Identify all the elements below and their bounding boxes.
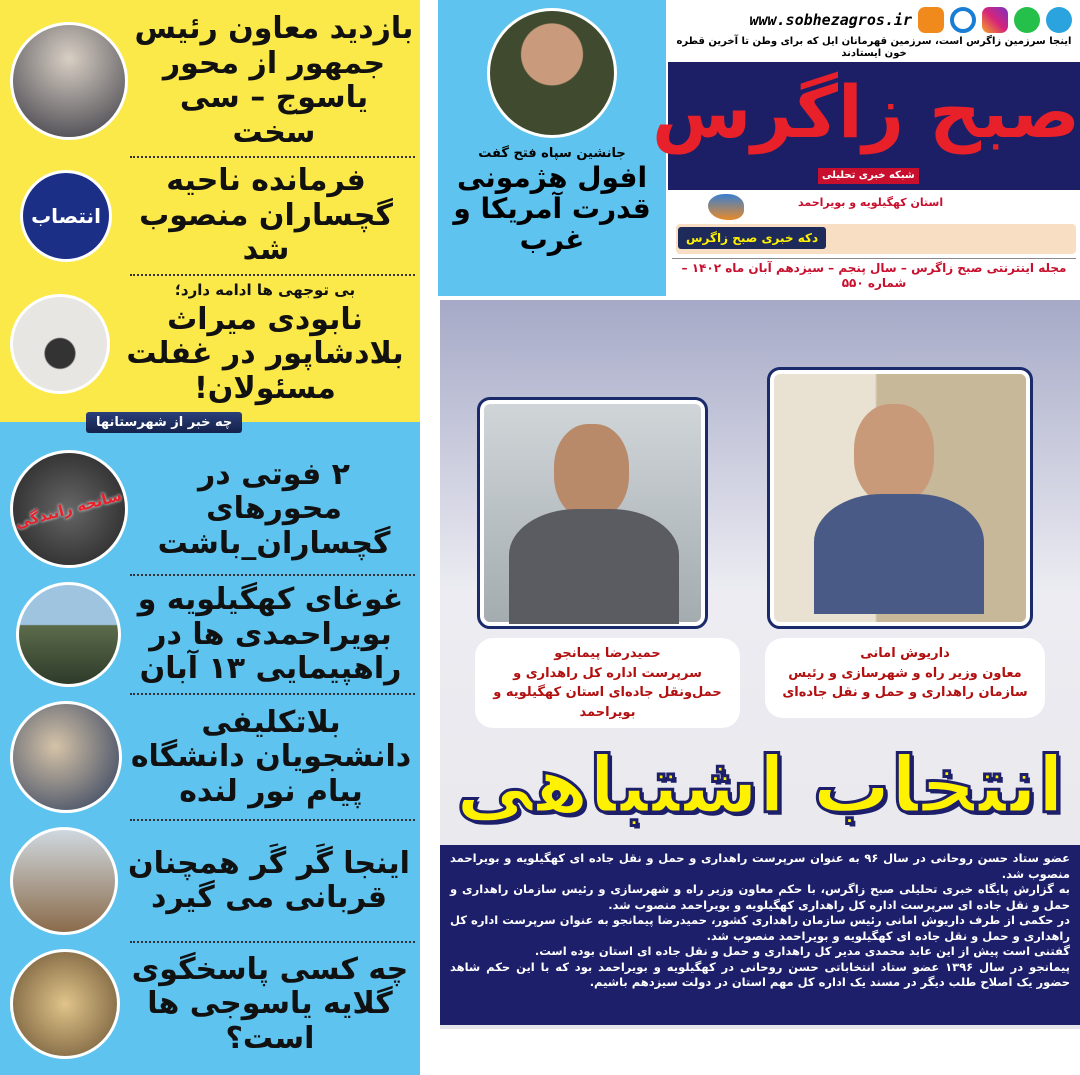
city-news-item[interactable]: [0, 943, 420, 1065]
news-photo: [10, 949, 120, 1059]
city-news-item[interactable]: [0, 576, 420, 693]
news-kicker: بی توجهی ها ادامه دارد؛: [174, 280, 356, 299]
top-story-portrait: [487, 8, 617, 138]
masthead-topbar: [668, 0, 1080, 34]
city-news-item[interactable]: [0, 821, 420, 941]
news-photo: [10, 450, 128, 568]
main-headline: انتخاب اشتباهی: [455, 741, 1065, 831]
news-headline: بلاتکلیفی دانشجویان دانشگاه پیام نور لنده: [130, 704, 412, 809]
news-headline: فرمانده ناحیه گچساران منصوب شد: [139, 163, 393, 267]
province-label: استان کهگیلویه و بویراحمد: [798, 196, 944, 209]
portrait-face: [554, 424, 629, 519]
caption-dariush-amani: [765, 638, 1045, 718]
caption-name: داریوش امانی: [860, 646, 950, 661]
city-news-item[interactable]: [0, 695, 420, 819]
caption-title: معاون وزیر راه و شهرسازی و رئیس سازمان راهداری و حمل و نقل جاده‌ای: [782, 665, 1028, 700]
soroush-icon[interactable]: [950, 7, 976, 33]
news-photo: [16, 582, 121, 687]
top-story-kicker: جانشین سپاه فتح گفت: [478, 146, 626, 161]
caption-hamidreza-peymanjoo: [475, 638, 740, 728]
news-item[interactable]: [0, 6, 420, 156]
body-paragraph: در حکمی از طرف داریوش امانی رئیس سازمان راهداری کشور، حمیدرضا پیمانجو به عنوان سرپرست اداره کل راهداری و حمل و نقل جاده ای کهگیلویه و بویراحمد منصوب شد.: [450, 913, 1070, 943]
news-item[interactable]: [0, 276, 420, 413]
telegram-icon[interactable]: [1046, 7, 1072, 33]
main-story[interactable]: [440, 300, 1080, 1029]
news-text: [110, 282, 420, 407]
city-news-item[interactable]: [0, 444, 420, 574]
portrait-face: [854, 404, 934, 504]
news-headline: اینجا گَر گَر همچنان قربانی می گیرد: [128, 845, 410, 916]
slogan: اینجا سرزمین زاگرس است، سرزمین قهرمانان ایل که برای وطن تا آخرین قطره خون ایستادند: [676, 36, 1072, 59]
photo-hamidreza-peymanjoo: [480, 400, 705, 626]
kiosk-bar: [676, 224, 1076, 254]
caption-name: حمیدرضا پیمانجو: [554, 646, 661, 661]
whatsapp-icon[interactable]: [1014, 7, 1040, 33]
eitaa-icon[interactable]: [918, 7, 944, 33]
body-paragraph: پیمانجو در سال ۱۳۹۶ عضو ستاد انتخاباتی حسن روحانی در کهگیلویه و بویراحمد بود که با این حکم شاهد حضور یک اصلاح طلب دیگر در مسند یک اداره کل مهم استان در دولت سیزدهم باشیم.: [450, 959, 1070, 990]
news-photo: [10, 701, 122, 813]
news-headline: نابودی میراث بلادشاپور در غفلت مسئولان!: [126, 301, 404, 406]
left-column: [0, 0, 420, 1075]
caption-title: سرپرست اداره کل راهداری و حمل‌ونقل جاده‌ای استان کهگیلویه و بویراحمد: [493, 665, 722, 720]
bird-icon: [708, 194, 744, 220]
news-photo: [10, 294, 110, 394]
news-headline: غوغای کهگیلویه و بویراحمدی ها در راهپیمایی ۱۳ آبان: [137, 582, 404, 686]
news-headline: بازدید معاون رئیس جمهور از محور یاسوج – سی سخت: [134, 11, 414, 150]
body-paragraph: گفتنی است پیش از این عابد محمدی مدیر کل راهداری و حمل و نقل جاده ای استان بوده است.: [534, 944, 1070, 959]
news-photo: [10, 827, 118, 935]
photo-overlay-label: سانحه رانندگی: [13, 486, 125, 533]
news-item[interactable]: [0, 158, 420, 274]
appointment-badge: [20, 170, 112, 262]
story-body: [440, 845, 1080, 1025]
section-tag: چه خبر از شهرستانها: [86, 412, 242, 433]
issue-line: مجله اینترنتی صبح زاگرس – سال پنجم – سیزدهم آبان ماه ۱۴۰۲ – شماره ۵۵۰: [672, 258, 1076, 291]
section-tag-row: [0, 415, 420, 444]
left-yellow-panel: [0, 0, 420, 422]
portrait-suit: [509, 509, 679, 624]
logo-block: [651, 62, 1080, 190]
news-headline: ۲ فوتی در محورهای گچساران_باشت: [157, 456, 391, 561]
logo: صبح زاگرس: [651, 70, 1080, 154]
top-story[interactable]: [438, 0, 666, 296]
news-photo: [10, 22, 128, 140]
kiosk-label: دکه خبری صبح زاگرس: [678, 227, 826, 249]
network-label: شبکه خبری تحلیلی: [818, 168, 919, 184]
left-blue-panel: [0, 415, 420, 1075]
portrait-suit: [814, 494, 984, 614]
masthead: [651, 0, 1080, 296]
badge-label: انتصاب: [31, 203, 101, 228]
news-headline: چه کسی پاسخگوی گلایه یاسوجی ها است؟: [131, 951, 409, 1056]
body-paragraph: به گزارش پایگاه خبری تحلیلی صبح زاگرس، با حکم معاون وزیر راه و شهرسازی و رئیس سازمان راهداری و حمل و نقل جاده ای سرپرست اداره کل راهداری کهگیلویه و بویراحمد منصوب شد.: [450, 882, 1070, 912]
instagram-icon[interactable]: [982, 7, 1008, 33]
photo-dariush-amani: [770, 370, 1030, 626]
body-paragraph: عضو ستاد حسن روحانی در سال ۹۶ به عنوان سرپرست راهداری و حمل و نقل جاده ای کهگیلویه و بویراحمد منصوب شد.: [450, 851, 1071, 881]
top-story-headline: افول هژمونی قدرت آمریکا و غرب: [453, 161, 651, 256]
website-link[interactable]: www.sobhezagros.ir: [749, 11, 912, 29]
